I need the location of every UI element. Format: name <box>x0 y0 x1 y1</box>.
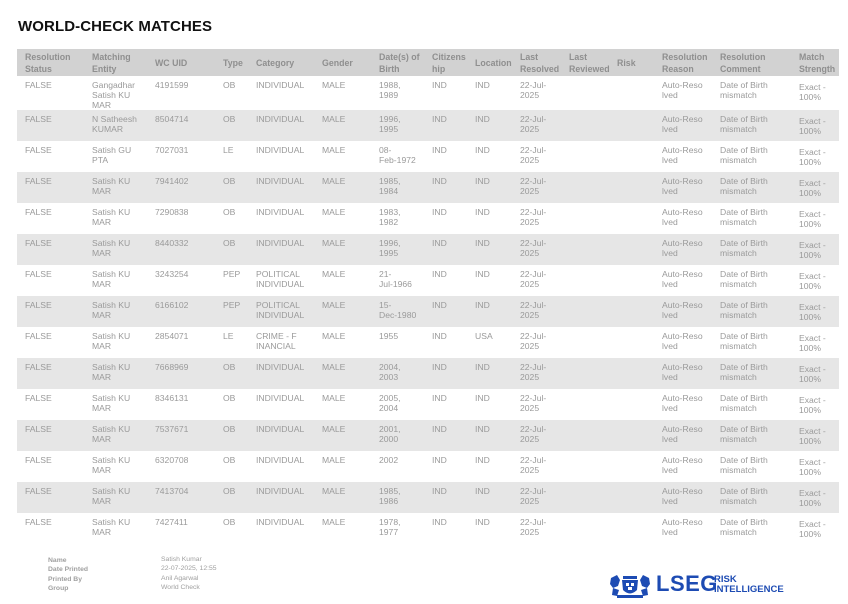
cell-risk <box>609 110 654 141</box>
cell-dob: 1988, 1989 <box>379 80 401 100</box>
cell-strength: Exact - 100% <box>791 234 839 265</box>
cell-uid: 6166102 <box>147 296 215 327</box>
cell-strength: Exact - 100% <box>799 395 826 415</box>
cell-category: POLITICAL INDIVIDUAL <box>256 269 305 289</box>
column-header-matching-entity: Matching Entity <box>84 49 147 76</box>
cell-citizenship: IND <box>424 482 467 513</box>
cell-dob: 2001, 2000 <box>371 420 424 451</box>
cell-risk <box>609 141 654 172</box>
cell-reason: Auto-Reso lved <box>654 234 712 265</box>
cell-category: INDIVIDUAL <box>256 393 305 403</box>
matches-table <box>17 49 839 544</box>
cell-entity: Satish KU MAR <box>84 172 147 203</box>
cell-citizenship: IND <box>432 207 447 217</box>
cell-entity: Satish KU MAR <box>92 517 131 537</box>
cell-location: IND <box>467 234 512 265</box>
footer-label: Printed By <box>48 575 82 583</box>
cell-dob: 08- Feb-1972 <box>379 145 416 165</box>
cell-status: FALSE <box>25 455 52 465</box>
column-header-resolution-reason: Resolution Reason <box>654 49 712 76</box>
cell-entity: Satish KU MAR <box>92 207 131 227</box>
cell-location: IND <box>475 455 490 465</box>
cell-type: PEP <box>223 269 241 279</box>
cell-strength: Exact - 100% <box>799 457 826 477</box>
cell-status: FALSE <box>17 482 84 513</box>
cell-dob: 1996, 1995 <box>371 110 424 141</box>
cell-uid: 3243254 <box>155 269 189 279</box>
cell-risk <box>609 451 654 482</box>
table-header-row <box>17 49 839 76</box>
cell-status: FALSE <box>25 393 52 403</box>
cell-gender: MALE <box>314 420 371 451</box>
lseg-logo <box>609 572 785 599</box>
cell-category: CRIME - F INANCIAL <box>256 331 297 351</box>
column-header-last-reviewed: Last Reviewed <box>561 49 609 76</box>
cell-entity: Satish KU MAR <box>92 331 131 351</box>
cell-reason: Auto-Reso lved <box>654 358 712 389</box>
lion-unicorn-crest-icon <box>609 572 651 599</box>
cell-citizenship: IND <box>424 234 467 265</box>
cell-type: OB <box>215 358 248 389</box>
cell-status: FALSE <box>25 80 52 90</box>
table-row <box>17 110 839 141</box>
cell-dob: 1996, 1995 <box>371 234 424 265</box>
cell-uid: 7537671 <box>147 420 215 451</box>
cell-gender: MALE <box>314 482 371 513</box>
cell-uid: 2854071 <box>155 331 189 341</box>
cell-uid: 7413704 <box>147 482 215 513</box>
cell-comment: Date of Birth mismatch <box>720 455 768 475</box>
cell-category: INDIVIDUAL <box>248 420 314 451</box>
cell-location: IND <box>467 172 512 203</box>
cell-last-resolved: 22-Jul-2025 <box>512 172 561 203</box>
cell-gender: MALE <box>314 234 371 265</box>
cell-uid: 8346131 <box>155 393 189 403</box>
cell-location: IND <box>475 269 490 279</box>
cell-reason: Auto-Reso lved <box>662 455 703 475</box>
cell-status: FALSE <box>17 172 84 203</box>
cell-last-reviewed <box>561 327 609 358</box>
cell-type: OB <box>215 420 248 451</box>
cell-comment: Date of Birth mismatch <box>720 393 768 413</box>
cell-strength: Exact - 100% <box>791 420 839 451</box>
cell-entity: Satish GU PTA <box>92 145 132 165</box>
cell-last-reviewed <box>561 513 609 544</box>
cell-last-reviewed <box>561 451 609 482</box>
cell-strength: Exact - 100% <box>799 519 826 539</box>
cell-location: IND <box>467 110 512 141</box>
cell-category: INDIVIDUAL <box>256 455 305 465</box>
cell-strength: Exact - 100% <box>799 271 826 291</box>
cell-reason: Auto-Reso lved <box>662 393 703 413</box>
cell-entity: Satish KU MAR <box>92 269 131 289</box>
cell-last-reviewed <box>561 265 609 296</box>
cell-reason: Auto-Reso lved <box>662 517 703 537</box>
cell-last-resolved: 22-Jul-2025 <box>520 331 547 351</box>
cell-risk <box>609 296 654 327</box>
cell-last-reviewed <box>561 420 609 451</box>
cell-strength: Exact - 100% <box>799 147 826 167</box>
cell-gender: MALE <box>322 145 346 155</box>
cell-location: IND <box>467 358 512 389</box>
cell-entity: Satish KU MAR <box>84 482 147 513</box>
cell-location: IND <box>475 517 490 527</box>
cell-last-resolved: 22-Jul-2025 <box>520 80 547 100</box>
cell-type: OB <box>223 455 236 465</box>
footer-label: Name <box>48 557 67 564</box>
cell-dob: 1983, 1982 <box>379 207 401 227</box>
cell-category: POLITICAL INDIVIDUAL <box>248 296 314 327</box>
column-header-last-resolved: Last Resolved <box>512 49 561 76</box>
cell-category: INDIVIDUAL <box>248 110 314 141</box>
footer-value: Anil Agarwal <box>161 574 199 582</box>
cell-risk <box>609 389 654 420</box>
column-header-date-s-of-birth: Date(s) of Birth <box>371 49 424 76</box>
footer-value: 22-07-2025, 12:55 <box>161 565 217 573</box>
cell-category: INDIVIDUAL <box>248 482 314 513</box>
cell-last-resolved: 22-Jul-2025 <box>520 145 547 165</box>
cell-location: IND <box>467 296 512 327</box>
cell-comment: Date of Birth mismatch <box>720 145 768 165</box>
cell-dob: 21- Jul-1966 <box>379 269 412 289</box>
cell-status: FALSE <box>25 331 52 341</box>
cell-comment: Date of Birth mismatch <box>712 172 791 203</box>
cell-category: INDIVIDUAL <box>248 234 314 265</box>
cell-last-resolved: 22-Jul-2025 <box>520 517 547 537</box>
cell-status: FALSE <box>25 517 52 527</box>
cell-status: FALSE <box>25 207 52 217</box>
cell-comment: Date of Birth mismatch <box>720 331 768 351</box>
column-header-match-strength: Match Strength <box>791 49 839 76</box>
cell-risk <box>609 76 654 110</box>
cell-status: FALSE <box>25 145 52 155</box>
column-header-resolution-comment: Resolution Comment <box>712 49 791 76</box>
cell-entity: N Satheesh KUMAR <box>84 110 147 141</box>
table-row <box>17 358 839 389</box>
cell-type: OB <box>223 393 236 403</box>
cell-strength: Exact - 100% <box>791 172 839 203</box>
footer-label: Date Printed <box>48 566 89 574</box>
cell-uid: 7941402 <box>147 172 215 203</box>
cell-last-reviewed <box>561 296 609 327</box>
cell-comment: Date of Birth mismatch <box>720 207 768 227</box>
cell-last-reviewed <box>561 389 609 420</box>
cell-entity: Satish KU MAR <box>84 234 147 265</box>
cell-type: LE <box>223 331 234 341</box>
cell-last-resolved: 22-Jul-2025 <box>520 207 547 227</box>
cell-reason: Auto-Reso lved <box>662 207 703 227</box>
cell-location: IND <box>475 145 490 155</box>
cell-type: PEP <box>215 296 248 327</box>
cell-comment: Date of Birth mismatch <box>712 420 791 451</box>
table-row <box>17 203 839 234</box>
table-row <box>17 327 839 358</box>
column-header-citizenship: Citizens hip <box>424 49 467 76</box>
cell-citizenship: IND <box>424 358 467 389</box>
cell-last-reviewed <box>561 76 609 110</box>
cell-uid: 8504714 <box>147 110 215 141</box>
cell-last-reviewed <box>561 482 609 513</box>
lseg-brand-text: LSEG <box>656 571 718 596</box>
cell-uid: 8440332 <box>147 234 215 265</box>
cell-strength: Exact - 100% <box>791 482 839 513</box>
cell-category: INDIVIDUAL <box>256 207 305 217</box>
cell-type: OB <box>223 517 236 527</box>
cell-category: INDIVIDUAL <box>256 145 305 155</box>
cell-dob: 2002 <box>379 455 399 465</box>
risk-intelligence-text <box>714 575 784 595</box>
cell-strength: Exact - 100% <box>799 333 826 353</box>
logo-line-1: RISK <box>714 574 737 585</box>
cell-last-reviewed <box>561 141 609 172</box>
cell-dob: 2005, 2004 <box>379 393 401 413</box>
cell-last-reviewed <box>561 172 609 203</box>
table-row <box>17 482 839 513</box>
cell-comment: Date of Birth mismatch <box>712 482 791 513</box>
cell-gender: MALE <box>322 80 346 90</box>
table-row <box>17 76 839 110</box>
cell-entity: Satish KU MAR <box>84 358 147 389</box>
column-header-risk: Risk <box>609 49 654 76</box>
table-row <box>17 234 839 265</box>
table-row <box>17 513 839 544</box>
cell-risk <box>609 420 654 451</box>
cell-strength: Exact - 100% <box>791 296 839 327</box>
cell-location: IND <box>475 207 490 217</box>
cell-citizenship: IND <box>432 269 447 279</box>
column-header-location: Location <box>467 49 512 76</box>
page-title: WORLD-CHECK MATCHES <box>18 18 213 35</box>
cell-strength: Exact - 100% <box>799 82 826 102</box>
cell-gender: MALE <box>314 358 371 389</box>
cell-gender: MALE <box>322 269 346 279</box>
cell-entity: Satish KU MAR <box>84 420 147 451</box>
cell-comment: Date of Birth mismatch <box>712 234 791 265</box>
cell-risk <box>609 265 654 296</box>
cell-last-resolved: 22-Jul-2025 <box>512 358 561 389</box>
cell-comment: Date of Birth mismatch <box>720 80 768 100</box>
footer-label: Group <box>48 584 69 592</box>
cell-dob: 1985, 1986 <box>371 482 424 513</box>
cell-comment: Date of Birth mismatch <box>720 517 768 537</box>
cell-uid: 6320708 <box>155 455 189 465</box>
cell-reason: Auto-Reso lved <box>654 110 712 141</box>
cell-reason: Auto-Reso lved <box>662 269 703 289</box>
cell-last-resolved: 22-Jul-2025 <box>512 296 561 327</box>
cell-dob: 1978, 1977 <box>379 517 401 537</box>
table-row <box>17 389 839 420</box>
cell-citizenship: IND <box>432 393 447 403</box>
cell-citizenship: IND <box>432 80 447 90</box>
cell-reason: Auto-Reso lved <box>654 172 712 203</box>
cell-risk <box>609 482 654 513</box>
cell-risk <box>609 172 654 203</box>
cell-last-resolved: 22-Jul-2025 <box>512 420 561 451</box>
cell-comment: Date of Birth mismatch <box>712 110 791 141</box>
cell-last-resolved: 22-Jul-2025 <box>512 234 561 265</box>
table-row <box>17 420 839 451</box>
cell-citizenship: IND <box>424 172 467 203</box>
cell-uid: 7290838 <box>155 207 189 217</box>
column-header-wc-uid: WC UID <box>147 49 215 76</box>
cell-status: FALSE <box>25 269 52 279</box>
cell-last-reviewed <box>561 110 609 141</box>
cell-last-reviewed <box>561 234 609 265</box>
cell-last-resolved: 22-Jul-2025 <box>520 393 547 413</box>
cell-status: FALSE <box>17 358 84 389</box>
cell-type: OB <box>215 234 248 265</box>
cell-comment: Date of Birth mismatch <box>712 296 791 327</box>
cell-dob: 1955 <box>379 331 399 341</box>
cell-gender: MALE <box>314 296 371 327</box>
cell-type: OB <box>215 482 248 513</box>
cell-type: LE <box>223 145 234 155</box>
table-row <box>17 296 839 327</box>
cell-risk <box>609 358 654 389</box>
cell-entity: Satish KU MAR <box>92 393 131 413</box>
table-row <box>17 265 839 296</box>
cell-risk <box>609 203 654 234</box>
cell-gender: MALE <box>322 517 346 527</box>
cell-type: OB <box>223 207 236 217</box>
cell-last-resolved: 22-Jul-2025 <box>520 455 547 475</box>
cell-location: IND <box>475 80 490 90</box>
cell-comment: Date of Birth mismatch <box>720 269 768 289</box>
cell-reason: Auto-Reso lved <box>654 296 712 327</box>
cell-dob: 15- Dec-1980 <box>371 296 424 327</box>
footer-value: Satish Kumar <box>161 556 202 563</box>
cell-uid: 7668969 <box>147 358 215 389</box>
cell-gender: MALE <box>314 110 371 141</box>
cell-strength: Exact - 100% <box>799 209 826 229</box>
cell-category: INDIVIDUAL <box>256 80 305 90</box>
cell-gender: MALE <box>322 393 346 403</box>
column-header-type: Type <box>215 49 248 76</box>
cell-entity: Satish KU MAR <box>84 296 147 327</box>
cell-citizenship: IND <box>424 110 467 141</box>
footer-value: World Check <box>161 583 200 591</box>
cell-uid: 7027031 <box>155 145 189 155</box>
table-row <box>17 141 839 172</box>
cell-strength: Exact - 100% <box>791 358 839 389</box>
cell-citizenship: IND <box>424 296 467 327</box>
cell-citizenship: IND <box>432 517 447 527</box>
cell-uid: 7427411 <box>155 517 188 527</box>
cell-entity: Satish KU MAR <box>92 455 131 475</box>
cell-category: INDIVIDUAL <box>248 358 314 389</box>
cell-type: OB <box>223 80 236 90</box>
cell-dob: 1985, 1984 <box>371 172 424 203</box>
cell-status: FALSE <box>17 296 84 327</box>
cell-entity: Gangadhar Satish KU MAR <box>92 80 136 110</box>
cell-location: IND <box>475 393 490 403</box>
cell-reason: Auto-Reso lved <box>654 482 712 513</box>
cell-status: FALSE <box>17 234 84 265</box>
cell-last-resolved: 22-Jul-2025 <box>520 269 547 289</box>
cell-reason: Auto-Reso lved <box>662 145 703 165</box>
cell-citizenship: IND <box>424 420 467 451</box>
cell-citizenship: IND <box>432 455 447 465</box>
cell-location: IND <box>467 420 512 451</box>
cell-gender: MALE <box>314 172 371 203</box>
cell-status: FALSE <box>17 110 84 141</box>
cell-gender: MALE <box>322 331 346 341</box>
table-body <box>17 76 839 544</box>
logo-line-2: INTELLIGENCE <box>714 584 784 595</box>
cell-comment: Date of Birth mismatch <box>712 358 791 389</box>
cell-location: USA <box>475 331 493 341</box>
table-row <box>17 451 839 482</box>
cell-category: INDIVIDUAL <box>256 517 305 527</box>
cell-uid: 4191599 <box>155 80 189 90</box>
cell-risk <box>609 327 654 358</box>
cell-gender: MALE <box>322 455 346 465</box>
cell-last-reviewed <box>561 203 609 234</box>
column-header-gender: Gender <box>314 49 371 76</box>
cell-reason: Auto-Reso lved <box>654 420 712 451</box>
cell-last-reviewed <box>561 358 609 389</box>
table-row <box>17 172 839 203</box>
cell-reason: Auto-Reso lved <box>662 80 703 100</box>
cell-last-resolved: 22-Jul-2025 <box>512 110 561 141</box>
cell-risk <box>609 234 654 265</box>
cell-gender: MALE <box>322 207 346 217</box>
cell-last-resolved: 22-Jul-2025 <box>512 482 561 513</box>
cell-location: IND <box>467 482 512 513</box>
cell-category: INDIVIDUAL <box>248 172 314 203</box>
cell-type: OB <box>215 110 248 141</box>
column-header-resolution-status: Resolution Status <box>17 49 84 76</box>
column-header-category: Category <box>248 49 314 76</box>
cell-citizenship: IND <box>432 331 447 341</box>
cell-reason: Auto-Reso lved <box>662 331 703 351</box>
cell-dob: 2004, 2003 <box>371 358 424 389</box>
cell-citizenship: IND <box>432 145 447 155</box>
cell-type: OB <box>215 172 248 203</box>
cell-strength: Exact - 100% <box>791 110 839 141</box>
cell-status: FALSE <box>17 420 84 451</box>
cell-risk <box>609 513 654 544</box>
